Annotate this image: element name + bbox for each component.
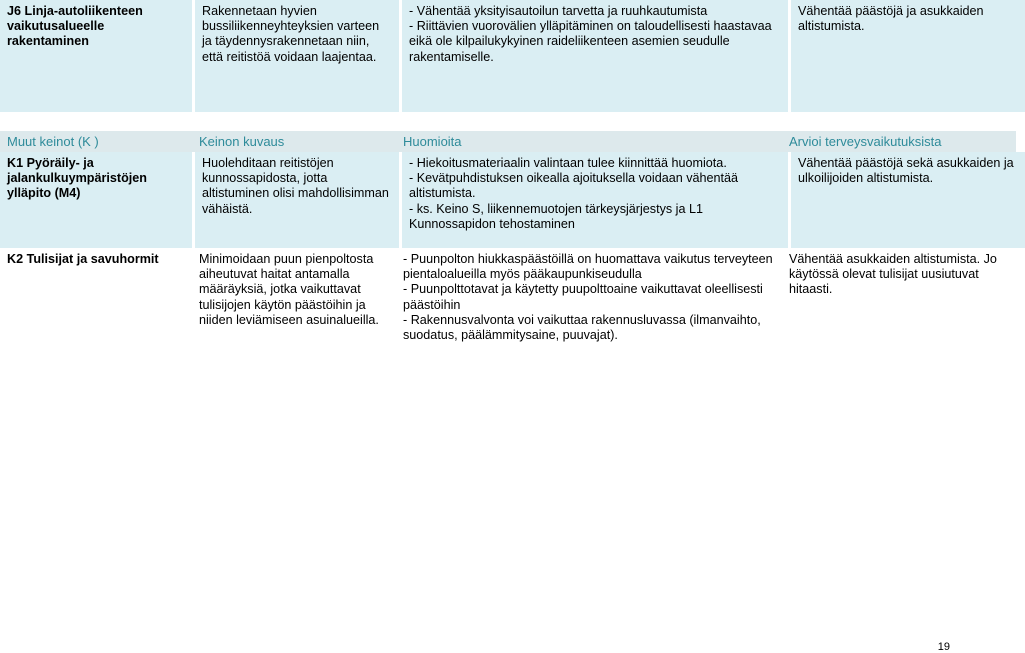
measure-assessment: Vähentää päästöjä sekä asukkaiden ja ulkoilijoiden altistumista. — [791, 152, 1025, 248]
table-header — [0, 131, 1016, 152]
remark-line: - ks. Keino S, liikennemuotojen tärkeysjärjestys ja L1 Kunnossapidon tehostaminen — [409, 201, 703, 231]
measure-title: J6 Linja-autoliikenteen vaikutusalueelle rakentaminen — [0, 0, 195, 112]
k1-row-table — [0, 152, 1025, 248]
measure-remarks — [402, 0, 791, 112]
measure-title: K2 Tulisijat ja savuhormit — [0, 248, 192, 366]
k2-row-table — [0, 248, 1016, 366]
column-header-row — [0, 131, 1016, 152]
table-row — [0, 0, 1025, 112]
measure-description: Huolehditaan reitistöjen kunnossapidosta, jotta altistuminen olisi mahdollisimman vähäistä. — [195, 152, 402, 248]
remark-line: - Puunpolttotavat ja käytetty puupolttoaine vaikuttavat oleellisesti päästöihin — [403, 282, 763, 312]
measure-assessment: Vähentää asukkaiden altistumista. Jo käytössä olevat tulisijat uusiutuvat hitaasti. — [782, 248, 1016, 366]
remark-line: - Hiekoitusmateriaalin valintaan tulee kiinnittää huomiota. — [409, 156, 727, 170]
header-description: Keinon kuvaus — [192, 131, 396, 152]
remark-line: - Kevätpuhdistuksen oikealla ajoituksella voidaan vähentää altistumista. — [409, 171, 739, 201]
measure-title: K1 Pyöräily- ja jalankulkuympäristöjen ylläpito (M4) — [0, 152, 195, 248]
remark-line: - Puunpolton hiukkaspäästöillä on huomattava vaikutus terveyteen pientaloalueilla myös pääkaupunkiseudulla — [403, 252, 773, 282]
measure-assessment: Vähentää päästöjä ja asukkaiden altistumista. — [791, 0, 1025, 112]
header-remarks: Huomioita — [396, 131, 782, 152]
remark-line: - Riittävien vuorovälien ylläpitäminen on taloudellisesti haastavaa eikä ole kilpailukykyinen raideliikenteen asemien seudulle rakentamiselle. — [409, 19, 772, 64]
measure-remarks — [402, 152, 791, 248]
page-number: 19 — [937, 641, 950, 653]
remark-line: - Vähentää yksityisautoilun tarvetta ja ruuhkautumista — [409, 4, 708, 18]
measure-remarks — [396, 248, 782, 366]
table-row — [0, 248, 1016, 366]
remark-line: - Rakennusvalvonta voi vaikuttaa rakennusluvassa (ilmanvaihto, suodatus, päälämmitysaine, puuvajat). — [403, 312, 761, 343]
measure-description: Minimoidaan puun pienpoltosta aiheutuvat haitat antamalla määräyksiä, jotka vaikuttavat tulisijojen käytön päästöihin ja niiden leviämiseen asuinalueilla. — [192, 248, 396, 366]
top-row-table — [0, 0, 1025, 112]
header-health-assessment: Arvioi terveysvaikutuksista — [782, 131, 1016, 152]
measure-description: Rakennetaan hyvien bussiliikenneyhteyksien varteen ja täydennysrakennetaan niin, että reitistöä voidaan laajentaa. — [195, 0, 402, 112]
table-row — [0, 152, 1025, 248]
header-other-measures: Muut keinot (K ) — [0, 131, 192, 152]
